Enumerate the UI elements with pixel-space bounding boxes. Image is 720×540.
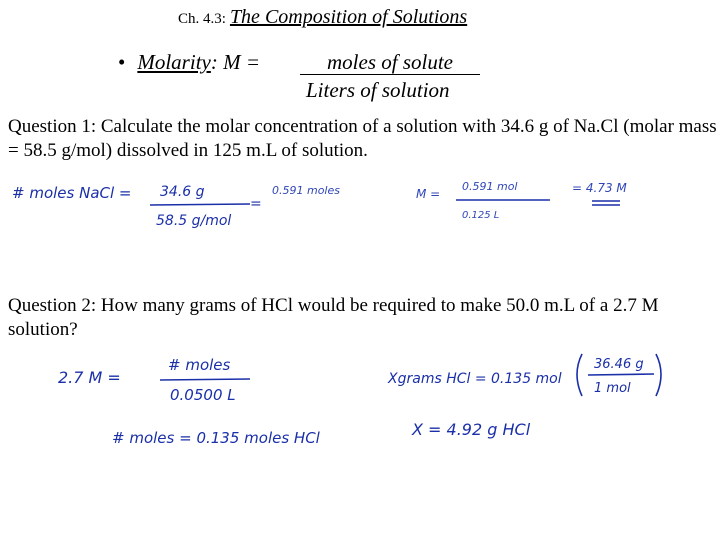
hw-q1-result: 0.591 moles <box>272 184 340 197</box>
hw-q2-lhs: 2.7 M = <box>58 368 121 387</box>
chapter-title: The Composition of Solutions <box>229 6 468 28</box>
hw-q1-fraction-bar <box>150 204 250 205</box>
hw-q1-m-den: 0.125 L <box>462 210 500 221</box>
hw-q1-num: 34.6 g <box>160 184 205 200</box>
hw-q2-answer: X = 4.92 g HCl <box>412 420 531 439</box>
hw-q2-moles: # moles = 0.135 moles HCl <box>112 429 320 447</box>
chapter-prefix: Ch. 4.3: <box>178 11 226 27</box>
hw-q2-left-paren <box>577 354 582 396</box>
hw-q1-m-result: = 4.73 M <box>572 181 627 195</box>
question-1: Question 1: Calculate the molar concentration of a solution with 34.6 g of Na.Cl (molar mass = 58.5 g/mol) dissolved in 125 m.L of solution. <box>8 116 717 161</box>
hw-q1-m-num: 0.591 mol <box>462 180 518 193</box>
hw-q1-m-lhs: M = <box>416 187 441 201</box>
bullet: • <box>118 50 126 74</box>
hw-q2-den: 0.0500 L <box>170 386 236 404</box>
molarity-equals: : M = <box>210 50 261 74</box>
formula-numerator: moles of solute <box>300 50 480 75</box>
molarity-term: Molarity <box>137 50 211 74</box>
hw-q2-grams-fraction-bar <box>588 374 654 375</box>
formula-denominator: Liters of solution <box>306 78 450 102</box>
hw-q2-right-paren <box>656 354 661 396</box>
hw-q1-eq: = <box>250 196 262 212</box>
hw-q2-grams-lhs: Xgrams HCl = 0.135 mol <box>388 371 562 387</box>
hw-q1-den: 58.5 g/mol <box>156 213 232 229</box>
hw-q2-num: # moles <box>168 356 231 374</box>
hw-q2-fraction-bar <box>160 379 250 380</box>
question-2: Question 2: How many grams of HCl would be required to make 50.0 m.L of a 2.7 M solution? <box>8 295 659 340</box>
hw-q2-grams-num: 36.46 g <box>594 357 644 372</box>
hw-q1-lhs: # moles NaCl = <box>12 184 132 202</box>
hw-q2-grams-den: 1 mol <box>594 381 631 396</box>
